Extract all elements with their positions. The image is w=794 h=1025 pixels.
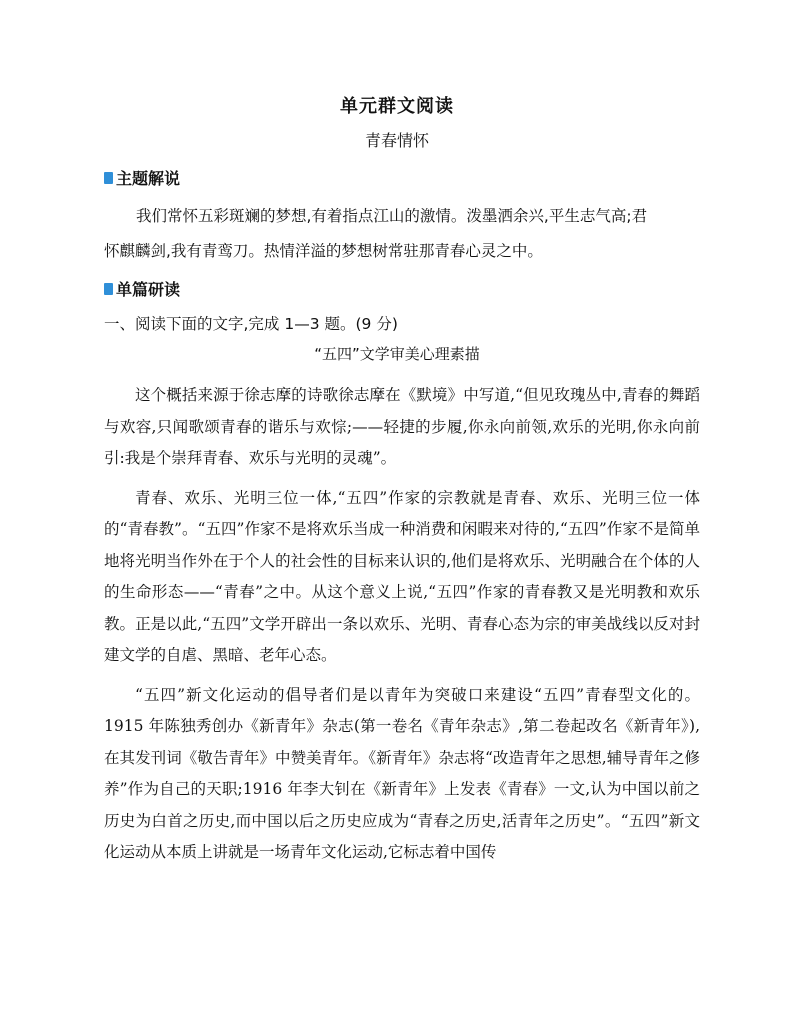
section-heading-reading	[104, 277, 180, 300]
page-subtitle: 青春情怀	[364, 131, 429, 150]
section-heading-theme	[104, 166, 180, 189]
question-instruction: 一、阅读下面的文字,完成 1—3 题。(9 分)	[104, 315, 398, 333]
theme-text-line-2: 怀麒麟剑,我有青鸾刀。热情洋溢的梦想树常驻那青春心灵之中。	[104, 242, 543, 260]
essay-body	[104, 380, 700, 877]
section-heading-label: 主题解说	[116, 169, 181, 188]
page-title: 单元群文阅读	[340, 96, 454, 117]
section-heading-label: 单篇研读	[116, 280, 181, 299]
essay-paragraph: 这个概括来源于徐志摩的诗歌徐志摩在《默境》中写道,“但见玫瑰丛中,青春的舞蹈与欢容,只闻歌颂青春的谐乐与欢悰;——轻捷的步履,你永向前领,欢乐的光明,你永向前引:我是个崇拜青春、欢乐与光明的灵魂”。	[104, 386, 700, 467]
theme-text-line-1: 我们常怀五彩斑斓的梦想,有着指点江山的激情。泼墨洒余兴,平生志气高;君	[136, 207, 648, 225]
bookmark-icon	[104, 172, 113, 184]
essay-paragraph: 青春、欢乐、光明三位一体,“五四”作家的宗教就是青春、欢乐、光明三位一体的“青春教”。“五四”作家不是将欢乐当成一种消费和闲暇来对待的,“五四”作家不是简单地将光明当作外在于个人的社会性的目标来认识的,他们是将欢乐、光明融合在个体的人的生命形态——“青春”之中。从这个意义上说,“五四”作家的青春教又是光明教和欢乐教。正是以此,“五四”文学开辟出一条以欢乐、光明、青春心态为宗的审美战线以反对封建文学的自虐、黑暗、老年心态。	[104, 488, 700, 664]
bookmark-icon	[104, 283, 113, 295]
essay-paragraph: “五四”新文化运动的倡导者们是以青年为突破口来建设“五四”青春型文化的。1915 年陈独秀创办《新青年》杂志(第一卷名《青年杂志》,第二卷起改名《新青年》),在其发刊词《敬告青年》中赞美青年。《新青年》杂志将“改造青年之思想,辅导青年之修养”作为自己的天职;1916 年李大钊在《新青年》上发表《青春》一文,认为中国以前之历史为白首之历史,而中国以后之历史应成为“青春之历史,活青年之历史”。“五四”新文化运动从本质上讲就是一场青年文化运动,它标志着中国传	[104, 685, 700, 861]
essay-title: “五四”文学审美心理素描	[314, 345, 480, 363]
